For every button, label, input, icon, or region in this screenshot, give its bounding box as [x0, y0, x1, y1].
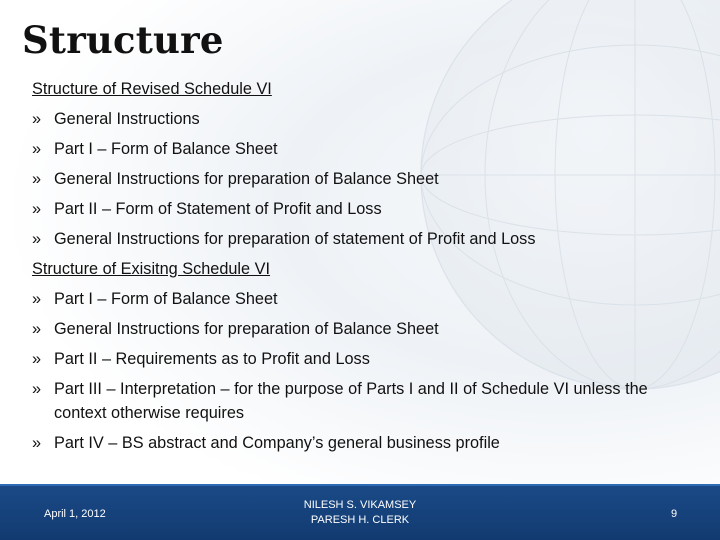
- slide-footer: [0, 484, 720, 540]
- slide-content: [32, 74, 692, 458]
- footer-date: April 1, 2012: [44, 508, 106, 520]
- bullet-chevron-icon: »: [32, 350, 42, 368]
- bullet-chevron-icon: »: [32, 320, 42, 338]
- list-item: [32, 224, 692, 254]
- bullet-chevron-icon: »: [32, 170, 42, 188]
- bullet-chevron-icon: »: [32, 380, 42, 398]
- bullet-chevron-icon: »: [32, 140, 42, 158]
- slide-title: Structure: [22, 18, 224, 62]
- bullet-chevron-icon: »: [32, 110, 42, 128]
- revised-schedule-heading: Structure of Revised Schedule VI: [32, 80, 272, 98]
- list-item-text: Part I – Form of Balance Sheet: [54, 140, 278, 158]
- list-item-text: General Instructions for preparation of Balance Sheet: [54, 170, 439, 188]
- footer-authors: [250, 498, 470, 528]
- bullet-chevron-icon: »: [32, 200, 42, 218]
- footer-author-2: PARESH H. CLERK: [310, 514, 410, 526]
- list-item-text: Part II – Requirements as to Profit and Loss: [54, 350, 370, 368]
- list-item: [32, 134, 692, 164]
- list-item: [32, 164, 692, 194]
- page-number: 9: [670, 508, 678, 520]
- list-item: [32, 344, 692, 374]
- list-item: [32, 374, 692, 428]
- list-item-text: General Instructions for preparation of statement of Profit and Loss: [54, 230, 536, 248]
- list-item-text: Part III – Interpretation – for the purpose of Parts I and II of Schedule VI unless the context otherwise requires: [54, 380, 648, 422]
- footer-author-1: NILESH S. VIKAMSEY: [303, 499, 417, 511]
- list-item-text: General Instructions: [54, 110, 200, 128]
- list-item-text: Part IV – BS abstract and Company’s general business profile: [54, 434, 500, 452]
- bullet-chevron-icon: »: [32, 434, 42, 452]
- list-item: [32, 284, 692, 314]
- bullet-chevron-icon: »: [32, 290, 42, 308]
- bullet-chevron-icon: »: [32, 230, 42, 248]
- list-item: [32, 194, 692, 224]
- list-item-text: Part II – Form of Statement of Profit and Loss: [54, 200, 382, 218]
- list-item-text: Part I – Form of Balance Sheet: [54, 290, 278, 308]
- list-item: [32, 104, 692, 134]
- existing-schedule-heading: Structure of Exisitng Schedule VI: [32, 260, 271, 278]
- list-item-text: General Instructions for preparation of Balance Sheet: [54, 320, 439, 338]
- list-item: [32, 428, 692, 458]
- list-item: [32, 314, 692, 344]
